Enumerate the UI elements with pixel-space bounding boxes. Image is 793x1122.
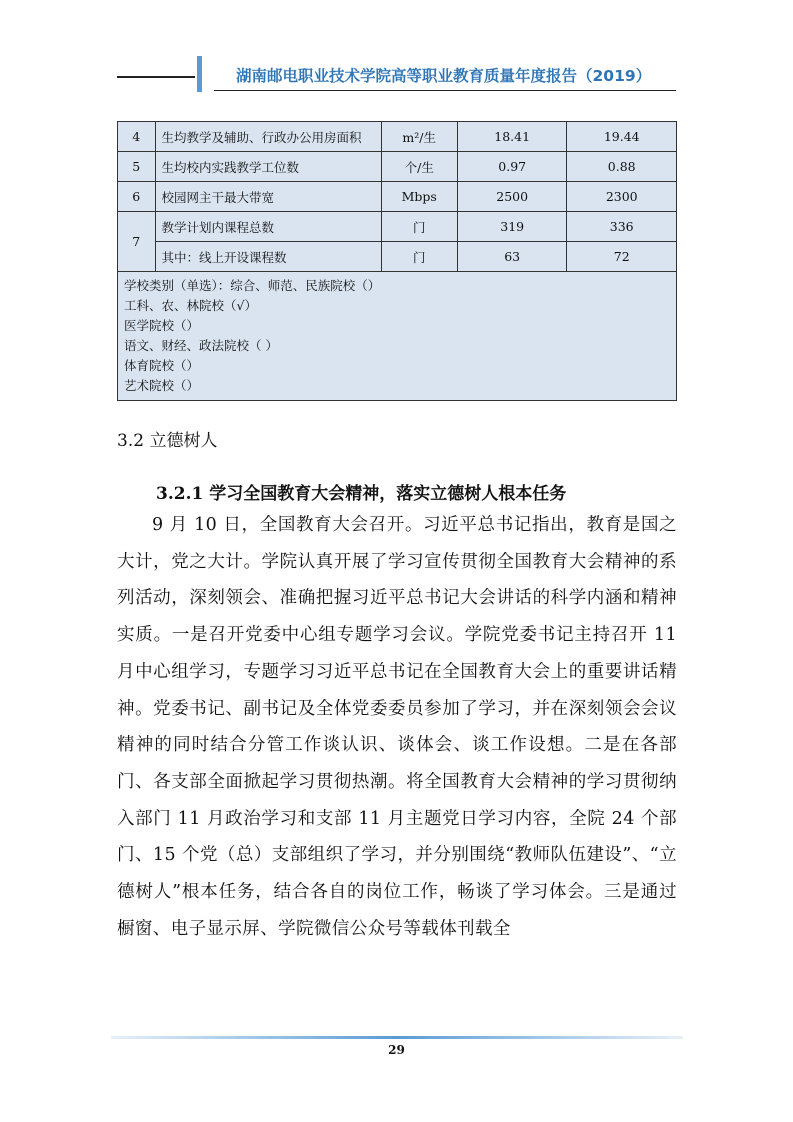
school-category-cell: [118, 272, 677, 401]
category-line: 医学院校（）: [124, 318, 200, 333]
row-value-1: 0.97: [457, 152, 567, 182]
row-number: 5: [118, 152, 156, 182]
header-rule-right: [214, 90, 676, 91]
footer-rule: [111, 1036, 683, 1039]
table-row: [118, 212, 677, 242]
row-value-1: 319: [457, 212, 567, 242]
body-text: [117, 507, 677, 947]
data-table: [117, 121, 677, 401]
row-unit: 个/生: [381, 152, 457, 182]
table-row-category: [118, 272, 677, 401]
table-row: [118, 242, 677, 272]
body-paragraph: 9 月 10 日，全国教育大会召开。习近平总书记指出，教育是国之大计，党之大计。学院认真开展了学习宣传贯彻全国教育大会精神的系列活动，深刻领会、准确把握习近平总书记大会讲话的科学内涵和精神实质。一是召开党委中心组专题学习会议。学院党委书记主持召开 11 月中心组学习，专题学习习近平总书记在全国教育大会上的重要讲话精神。党委书记、副书记及全体党委委员参加了学习，并在深刻领会会议精神的同时结合分管工作谈认识、谈体会、谈工作设想。二是在各部门、各支部全面掀起学习贯彻热潮。将全国教育大会精神的学习贯彻纳入部门 11 月政治学习和支部 11 月主题党日学习内容，全院 24 个部门、15 个党（总）支部组织了学习，并分别围绕“教师队伍建设”、“立德树人”根本任务，结合各自的岗位工作，畅谈了学习体会。三是通过橱窗、电子显示屏、学院微信公众号等载体刊载全: [117, 515, 677, 939]
row-item: 校园网主干最大带宽: [155, 182, 381, 212]
row-value-2: 0.88: [567, 152, 677, 182]
row-value-2: 336: [567, 212, 677, 242]
row-unit: 门: [381, 212, 457, 242]
table-row: [118, 152, 677, 182]
row-number: 7: [118, 212, 156, 272]
category-line: 语文、财经、政法院校（ ）: [124, 338, 278, 353]
category-line: 艺术院校（）: [124, 378, 200, 393]
row-value-2: 19.44: [567, 122, 677, 152]
category-line: 体育院校（）: [124, 358, 200, 373]
row-unit: m²/生: [381, 122, 457, 152]
row-value-1: 18.41: [457, 122, 567, 152]
row-number: 6: [118, 182, 156, 212]
header-accent-bar: [197, 56, 202, 92]
page-number: 29: [388, 1043, 405, 1057]
row-unit: Mbps: [381, 182, 457, 212]
row-value-1: 63: [457, 242, 567, 272]
row-item: 教学计划内课程总数: [155, 212, 381, 242]
row-item: 其中：线上开设课程数: [155, 242, 381, 272]
header-rule-left: [117, 76, 195, 78]
row-value-2: 72: [567, 242, 677, 272]
row-unit: 门: [381, 242, 457, 272]
header-title: 湖南邮电职业技术学院高等职业教育质量年度报告（2019）: [236, 67, 652, 85]
row-value-2: 2300: [567, 182, 677, 212]
row-value-1: 2500: [457, 182, 567, 212]
row-item: 生均校内实践教学工位数: [155, 152, 381, 182]
table-row: [118, 122, 677, 152]
row-number: 4: [118, 122, 156, 152]
subsection-heading: 3.2.1 学习全国教育大会精神，落实立德树人根本任务: [156, 484, 567, 504]
category-line: 学校类别（单选）：综合、师范、民族院校（）: [124, 278, 381, 293]
section-heading: 3.2 立德树人: [117, 431, 218, 451]
category-line: 工科、农、林院校（√）: [124, 298, 257, 313]
row-item: 生均教学及辅助、行政办公用房面积: [155, 122, 381, 152]
table-row: [118, 182, 677, 212]
